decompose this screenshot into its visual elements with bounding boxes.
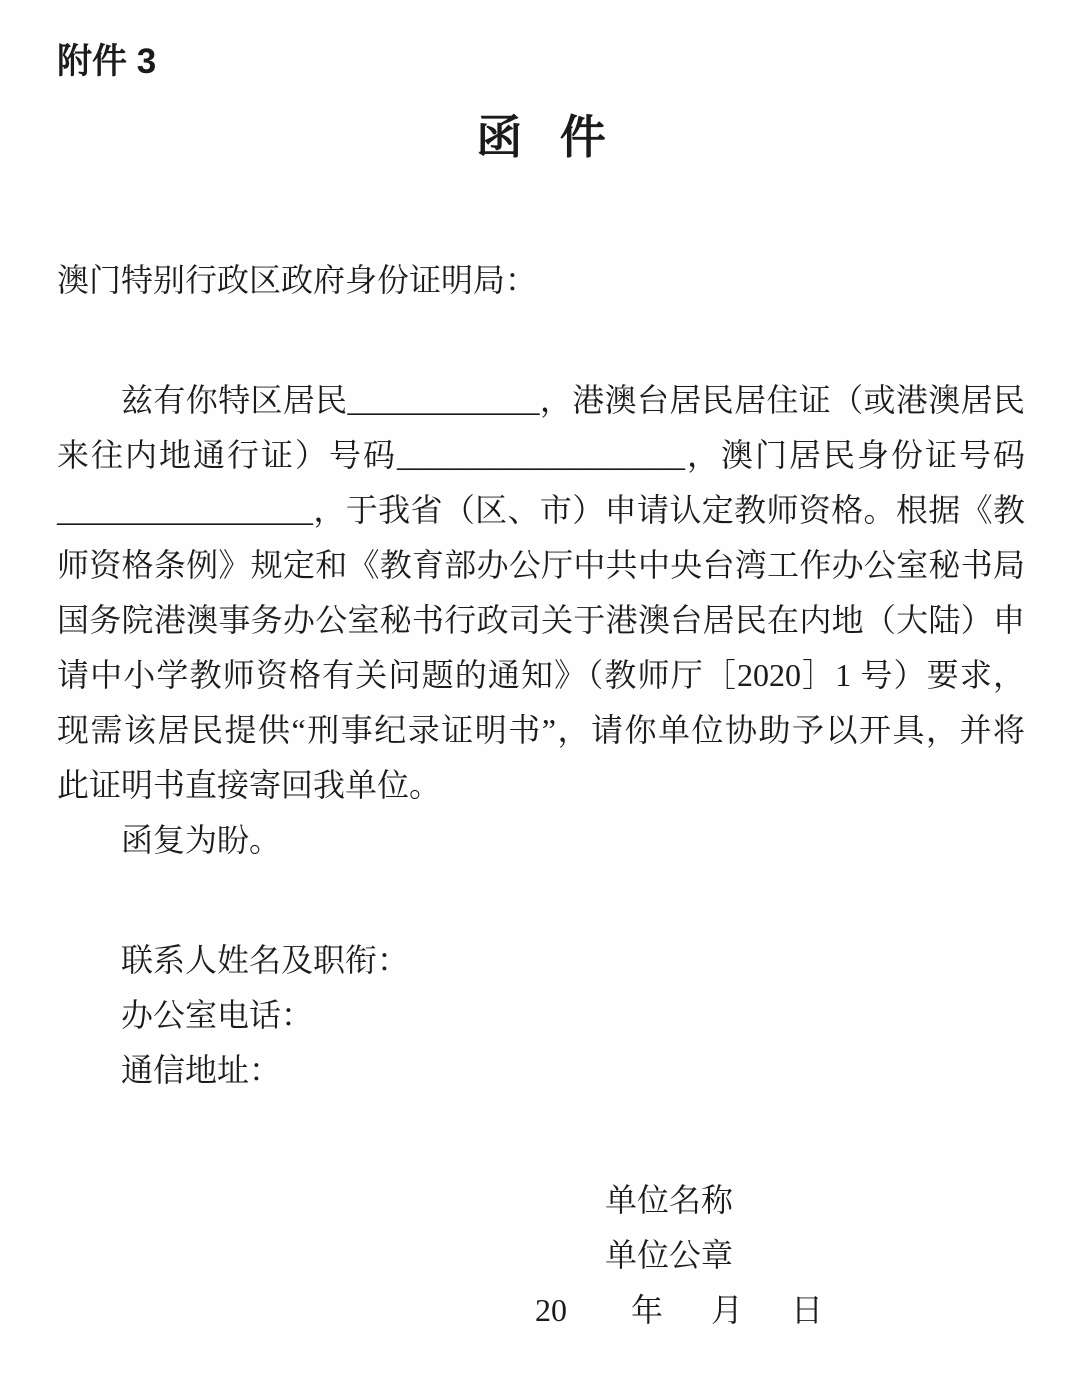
contact-mailing-address: 通信地址： [121, 1052, 282, 1088]
body-line: 国务院港澳事务办公室秘书行政司关于港澳台居民在内地（大陆）申 [57, 602, 1025, 638]
date-day-label: 日 [791, 1292, 824, 1328]
signature-block [57, 1173, 1025, 1338]
attachment-label: 附件 3 [57, 42, 157, 81]
date-year-label: 年 [631, 1292, 664, 1328]
date-year-prefix: 20 [535, 1292, 567, 1328]
body-line: 请中小学教师资格有关问题的通知》（教师厅［2020］1 号）要求， [57, 657, 1025, 693]
body-line: 现需该居民提供“刑事纪录证明书”，请你单位协助予以开具，并将 [57, 712, 1025, 748]
contact-name-title: 联系人姓名及职衔： [121, 942, 410, 978]
unit-seal: 单位公章 [605, 1237, 734, 1273]
unit-name: 单位名称 [605, 1182, 734, 1218]
body-line: 来往内地通行证）号码__________________，澳门居民身份证号码 [57, 437, 1025, 473]
body-line: 此证明书直接寄回我单位。 [57, 767, 442, 803]
letter-body [57, 373, 1025, 868]
date-line [535, 1283, 1025, 1338]
salutation: 澳门特别行政区政府身份证明局： [57, 262, 538, 298]
contact-office-phone: 办公室电话： [121, 997, 314, 1033]
body-line: 师资格条例》规定和《教育部办公厅中共中央台湾工作办公室秘书局 [57, 547, 1025, 583]
date-month-label: 月 [711, 1292, 744, 1328]
contact-block [57, 933, 1025, 1098]
letter-title: 函 件 [476, 112, 606, 163]
body-line: 兹有你特区居民____________，港澳台居民居住证（或港澳居民 [121, 382, 1025, 418]
body-line: ________________，于我省（区、市）申请认定教师资格。根据《教 [57, 492, 1025, 528]
closing-line: 函复为盼。 [121, 822, 282, 858]
